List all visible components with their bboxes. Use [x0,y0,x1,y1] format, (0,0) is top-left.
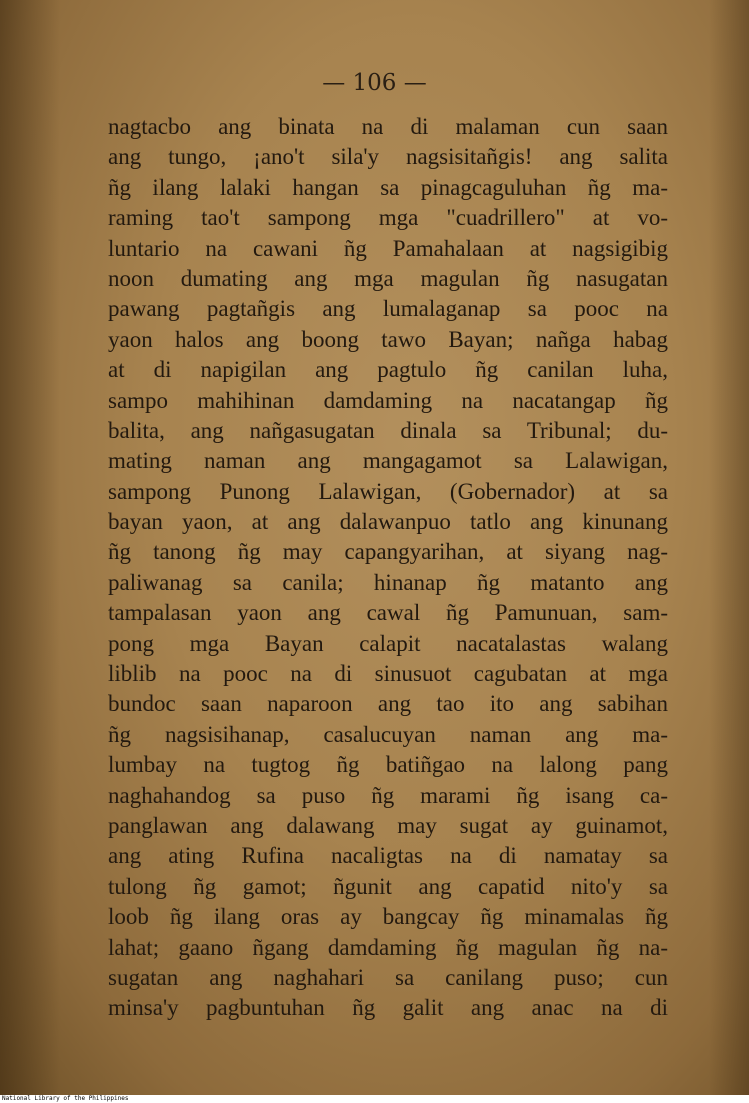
text-line: minsa'y pagbuntuhan ñg galit ang anac na di [108,995,668,1021]
text-line: naghahandog sa puso ñg marami ñg isang ca- [108,782,668,808]
body-text [108,112,668,1024]
text-line: nagtacbo ang binata na di malaman cun saan [108,114,668,139]
text-line: liblib na pooc na di sinusuot cagubatan at mga [108,661,668,687]
text-line: luntario na cawani ñg Pamahalaan at nagsigibig [108,235,668,261]
text-line: raming tao't sampong mga "cuadrillero" at vo- [108,205,668,231]
text-line: ñg nagsisihanap, casalucuyan naman ang ma- [108,721,668,747]
text-line: ang ating Rufina nacaligtas na di namatay sa [108,843,668,869]
text-line: paliwanag sa canila; hinanap ñg matanto ang [108,569,668,595]
text-line: sugatan ang naghahari sa canilang puso; cun [108,964,668,990]
text-line: sampo mahihinan damdaming na nacatangap ñg [108,387,668,413]
text-line: panglawan ang dalawang may sugat ay guinamot, [108,812,668,838]
text-line: pawang pagtañgis ang lumalaganap sa pooc na [108,296,668,322]
text-line: bundoc saan naparoon ang tao ito ang sabihan [108,691,668,717]
text-line: ang tungo, ¡ano't sila'y nagsisitañgis! ang salita [108,144,668,170]
text-line: at di napigilan ang pagtulo ñg canilan luha, [108,357,668,383]
text-line: ñg tanong ñg may capangyarihan, at siyang nag- [108,539,668,565]
text-line: lumbay na tugtog ñg batiñgao na lalong pang [108,752,668,778]
text-line: yaon halos ang boong tawo Bayan; nañga habag [108,326,668,352]
text-line: lahat; gaano ñgang damdaming ñg magulan ñg na- [108,934,668,960]
text-line: balita, ang nañgasugatan dinala sa Tribunal; du- [108,417,668,443]
text-line: pong mga Bayan calapit nacatalastas walang [108,630,668,656]
library-credit: National Library of the Philippines [2,1095,129,1102]
page-number: — 106 — [322,70,427,96]
text-line: tulong ñg gamot; ñgunit ang capatid nito'y sa [108,873,668,899]
text-line: noon dumating ang mga magulan ñg nasugatan [108,265,668,291]
text-line: sampong Punong Lalawigan, (Gobernador) at sa [108,478,668,504]
text-line: mating naman ang mangagamot sa Lalawigan, [108,448,668,474]
text-line: tampalasan yaon ang cawal ñg Pamunuan, sam- [108,600,668,626]
text-line: bayan yaon, at ang dalawanpuo tatlo ang kinunang [108,509,668,535]
text-line: loob ñg ilang oras ay bangcay ñg minamalas ñg [108,904,668,930]
text-line: ñg ilang lalaki hangan sa pinagcaguluhan ñg ma- [108,174,668,200]
